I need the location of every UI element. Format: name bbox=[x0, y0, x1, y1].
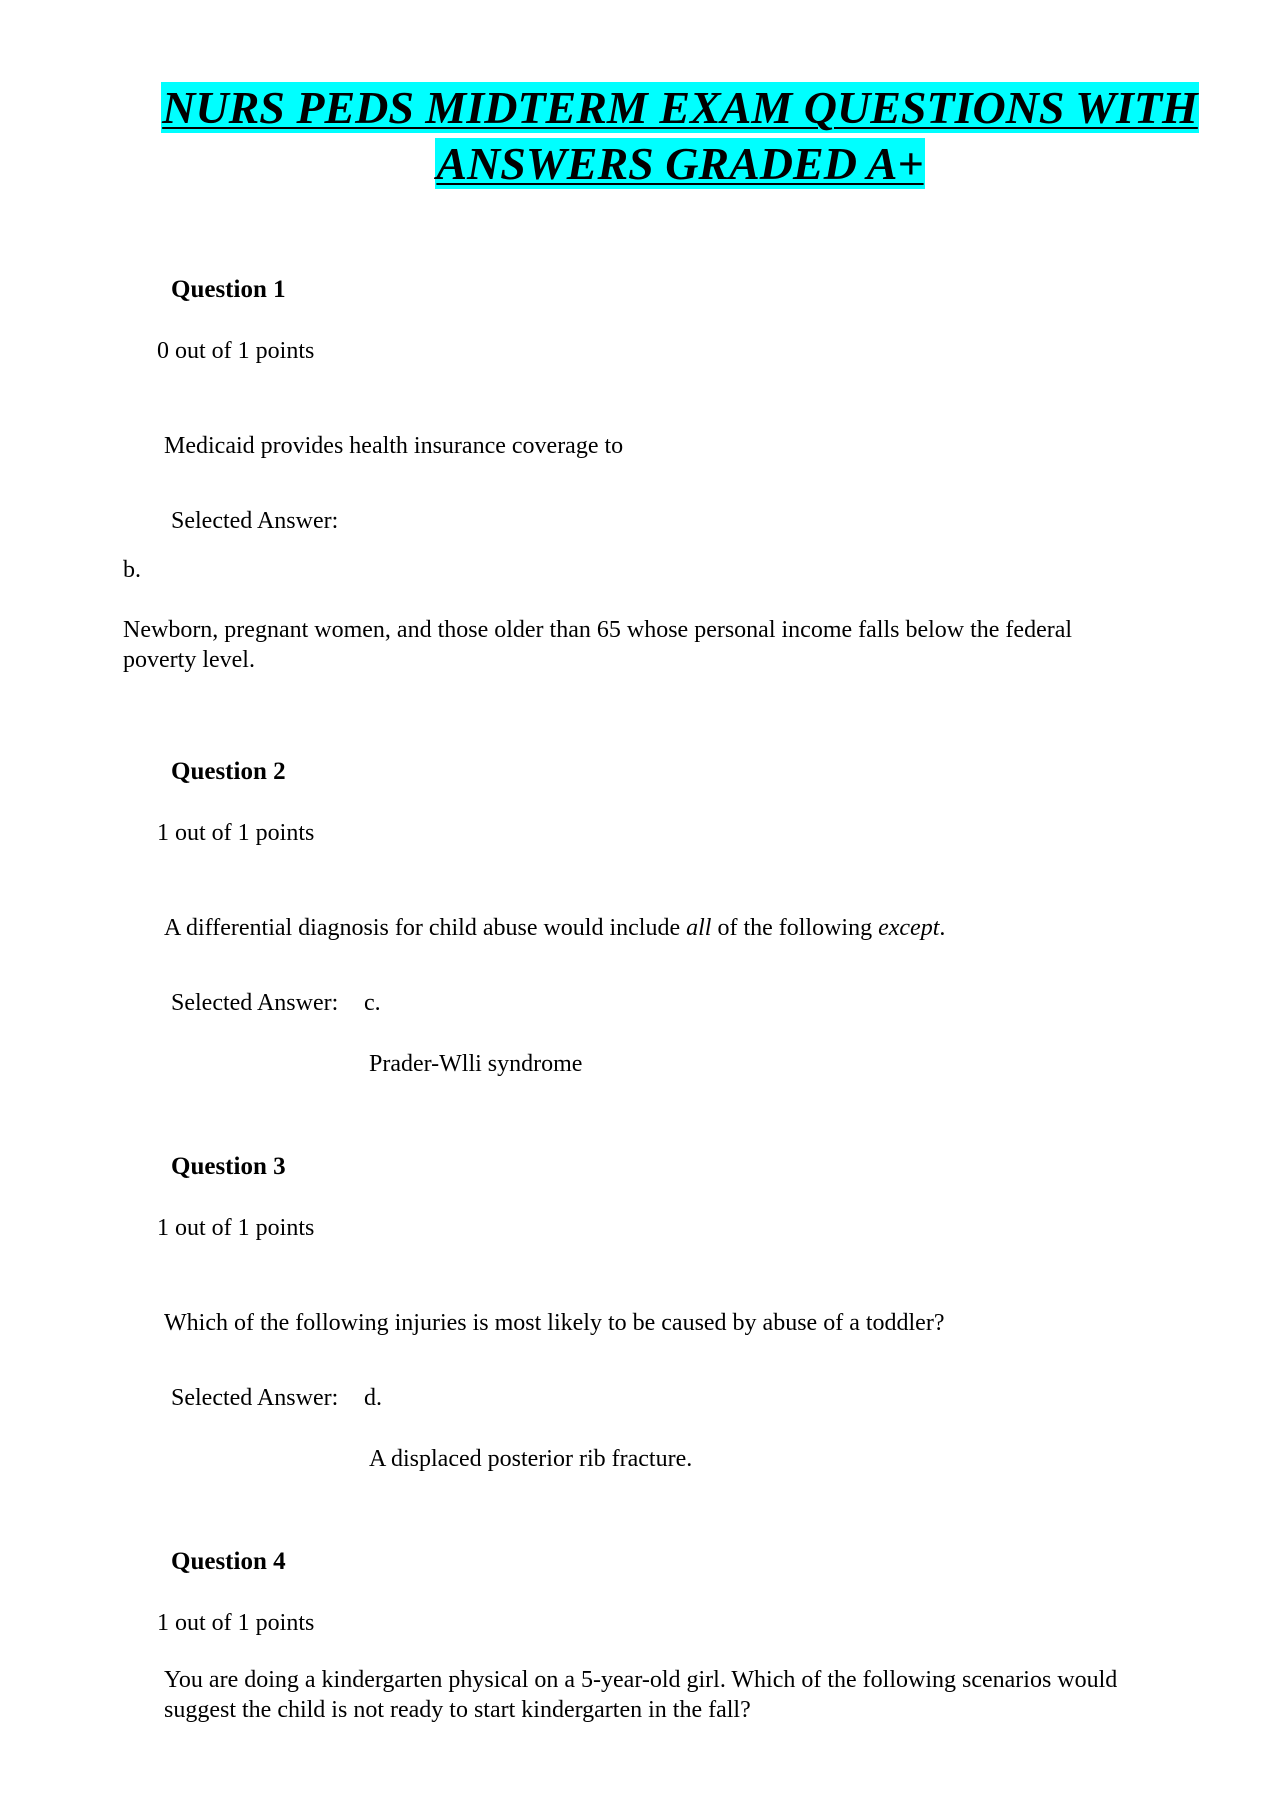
question-1-heading: Question 1 bbox=[171, 276, 286, 303]
question-3-selected-label: Selected Answer: bbox=[171, 1385, 339, 1411]
question-3-heading: Question 3 bbox=[171, 1153, 286, 1180]
question-2-score: 1 out of 1 points bbox=[157, 820, 315, 846]
question-2-prompt-part1: A differential diagnosis for child abuse would include bbox=[164, 915, 687, 941]
question-1-answer-letter: b. bbox=[123, 557, 141, 583]
question-1-score: 0 out of 1 points bbox=[157, 338, 315, 364]
question-2-prompt-part2: of the following bbox=[711, 915, 879, 941]
question-3-answer-letter: d. bbox=[364, 1385, 382, 1411]
question-4-score: 1 out of 1 points bbox=[157, 1610, 315, 1636]
question-2-prompt-emphasis-except: except bbox=[878, 915, 940, 941]
question-1-answer-text: Newborn, pregnant women, and those older than 65 whose personal income falls below the federal poverty level. bbox=[123, 617, 1073, 673]
question-2-prompt-emphasis-all: all bbox=[686, 915, 712, 941]
question-3-prompt: Which of the following injuries is most likely to be caused by abuse of a toddler? bbox=[164, 1310, 945, 1336]
question-4-prompt: You are doing a kindergarten physical on a 5-year-old girl. Which of the following scenarios would suggest the child is not ready to start kindergarten in the fall? bbox=[164, 1667, 1118, 1723]
question-2-prompt bbox=[164, 913, 945, 943]
question-4-heading: Question 4 bbox=[171, 1548, 286, 1575]
question-2-heading: Question 2 bbox=[171, 758, 286, 785]
title-line-2: ANSWERS GRADED A+ bbox=[436, 138, 924, 189]
question-2-selected-label: Selected Answer: bbox=[171, 990, 339, 1016]
question-1-selected-label: Selected Answer: bbox=[171, 508, 339, 534]
question-3-score: 1 out of 1 points bbox=[157, 1215, 315, 1241]
question-2-prompt-part3: . bbox=[939, 915, 946, 941]
question-2-answer-letter: c. bbox=[364, 990, 381, 1016]
question-3-answer-text: A displaced posterior rib fracture. bbox=[369, 1446, 693, 1472]
question-1-prompt: Medicaid provides health insurance coverage to bbox=[164, 433, 624, 459]
question-2-answer-text: Prader-Wlli syndrome bbox=[369, 1051, 583, 1077]
page-title bbox=[130, 80, 1230, 192]
title-line-1: NURS PEDS MIDTERM EXAM QUESTIONS WITH bbox=[162, 82, 1198, 133]
